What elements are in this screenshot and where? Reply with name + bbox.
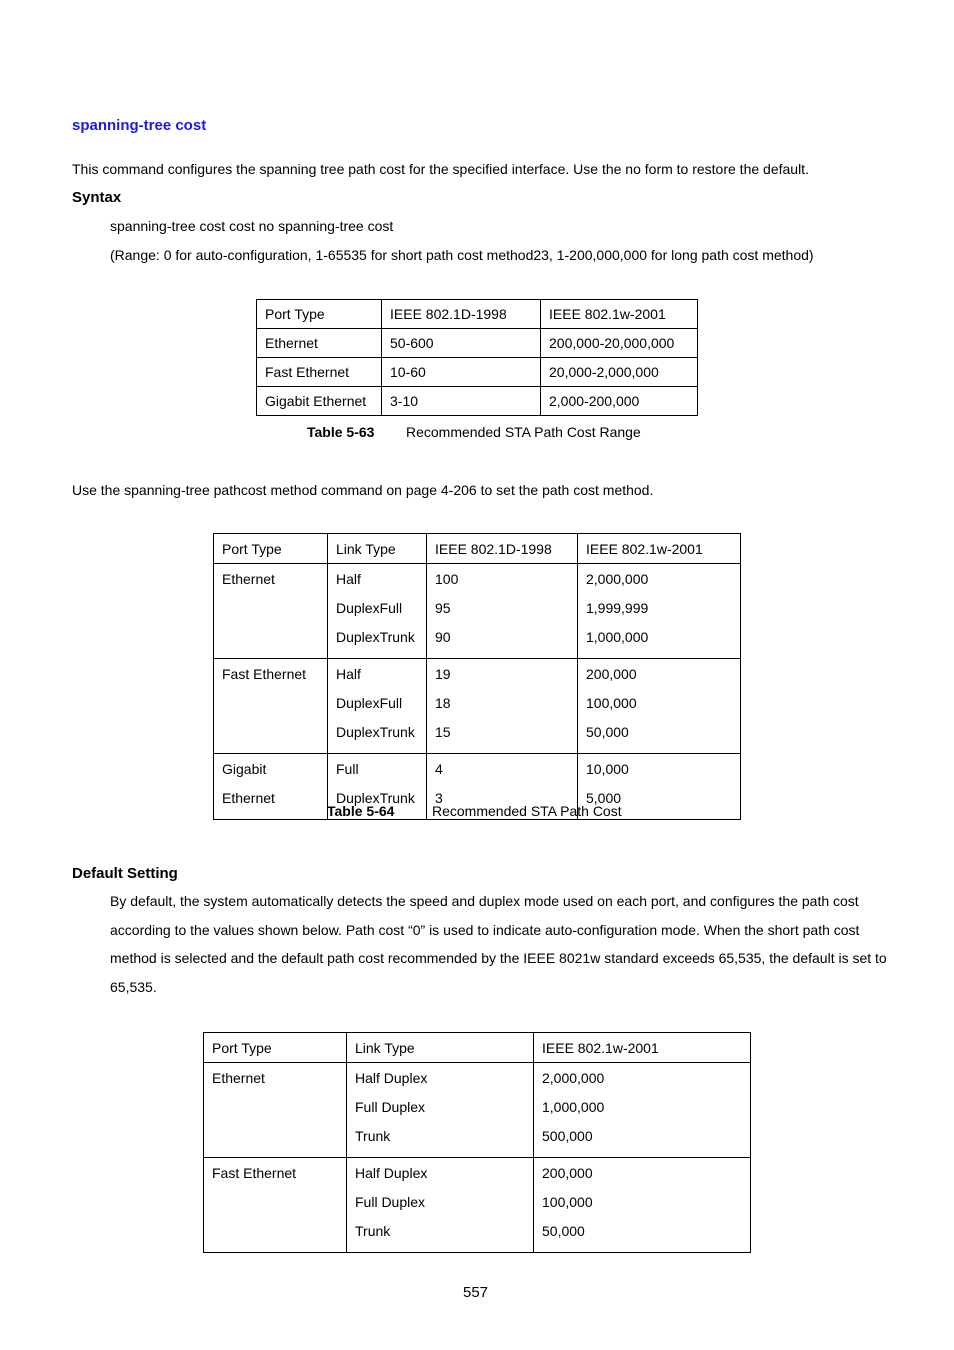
table-cell — [204, 1158, 347, 1253]
table-default-path-cost — [203, 1032, 751, 1253]
cell-line: DuplexFull — [336, 695, 403, 711]
cell-line: 19 — [435, 666, 451, 682]
table-cell: 3-10 — [382, 387, 541, 416]
cell-line: Half — [336, 571, 361, 587]
table-row — [257, 329, 698, 358]
cell-line: Full — [336, 761, 359, 777]
cell-line: 5,000 — [586, 790, 622, 806]
table-cell: 10-60 — [382, 358, 541, 387]
table-cell — [204, 1063, 347, 1158]
header-cell: Port Type — [214, 534, 328, 564]
table-cell — [578, 564, 741, 659]
table-caption — [307, 424, 641, 440]
table-cell — [578, 659, 741, 754]
table-row — [257, 358, 698, 387]
range-line: (Range: 0 for auto-configuration, 1-65535 for short path cost method23, 1-200,000,000 for long path cost method) — [110, 247, 814, 263]
table-cell — [214, 564, 328, 659]
header-cell: IEEE 802.1D-1998 — [427, 534, 578, 564]
table-cell: 20,000-2,000,000 — [541, 358, 698, 387]
table-cell: Fast Ethernet — [257, 358, 382, 387]
table-row — [214, 659, 741, 754]
cell-line: Half — [336, 666, 361, 682]
default-text: By default, the system automatically detects the speed and duplex mode used on each port, and configures the path cost according to the values shown below. Path cost “0” is used to indicate auto-configuration mode. When the short path cost method is selected and the default path cost recommended by the IEEE 8021w standard exceeds 65,535, the default is set to 65,535. — [110, 893, 887, 996]
table-cell: 2,000-200,000 — [541, 387, 698, 416]
table-row — [214, 564, 741, 659]
table-cell: Gigabit Ethernet — [257, 387, 382, 416]
header-cell: IEEE 802.1D-1998 — [382, 300, 541, 329]
cell-line: Trunk — [355, 1128, 391, 1144]
cell-line: 2,000,000 — [586, 571, 649, 587]
cell-line: 3 — [435, 790, 443, 806]
cell-line: DuplexTrunk — [336, 790, 415, 806]
header-cell: Link Type — [347, 1033, 534, 1063]
cell-line: 95 — [435, 600, 451, 616]
cell-line: Ethernet — [222, 571, 275, 587]
default-heading: Default Setting — [72, 865, 178, 882]
cell-line: Half Duplex — [355, 1165, 428, 1181]
table-header-row — [204, 1033, 751, 1063]
table-cell — [534, 1158, 751, 1253]
table-cell: Ethernet — [257, 329, 382, 358]
cell-line: 1,000,000 — [542, 1099, 605, 1115]
caption-label: Table 5-64 — [327, 803, 395, 819]
cell-line: DuplexTrunk — [336, 724, 415, 740]
table-header-row — [214, 534, 741, 564]
cell-line: 1,999,999 — [586, 600, 649, 616]
table-cell: 200,000-20,000,000 — [541, 329, 698, 358]
header-cell: IEEE 802.1w-2001 — [578, 534, 741, 564]
table-row — [204, 1063, 751, 1158]
cell-line: Fast Ethernet — [212, 1165, 297, 1181]
table-path-cost — [213, 533, 741, 820]
cell-line: 1,000,000 — [586, 629, 649, 645]
cell-line: Fast Ethernet — [222, 666, 307, 682]
cell-line: 2,000,000 — [542, 1070, 605, 1086]
intro-text: This command configures the spanning tree path cost for the specified interface. Use the no form to restore the default. — [72, 161, 809, 177]
caption-text: Recommended STA Path Cost Range — [406, 424, 641, 440]
cell-line: 100,000 — [586, 695, 637, 711]
cell-line: 4 — [435, 761, 443, 777]
cell-line: Ethernet — [212, 1070, 265, 1086]
cell-line: 100,000 — [542, 1194, 593, 1210]
cell-line: Half Duplex — [355, 1070, 428, 1086]
cell-line: Full Duplex — [355, 1194, 426, 1210]
cell-line: 200,000 — [586, 666, 637, 682]
table-caption — [327, 803, 622, 819]
table-cell: 50-600 — [382, 329, 541, 358]
table-row — [204, 1158, 751, 1253]
table-cell — [534, 1063, 751, 1158]
table-header-row — [257, 300, 698, 329]
table-cell — [328, 564, 427, 659]
syntax-heading: Syntax — [72, 189, 122, 206]
table-cell — [328, 659, 427, 754]
cell-line: DuplexFull — [336, 600, 403, 616]
header-cell: Link Type — [328, 534, 427, 564]
cell-line: 100 — [435, 571, 459, 587]
header-cell: Port Type — [257, 300, 382, 329]
header-cell: Port Type — [204, 1033, 347, 1063]
cell-line: 15 — [435, 724, 451, 740]
cell-line: 200,000 — [542, 1165, 593, 1181]
header-cell: IEEE 802.1w-2001 — [534, 1033, 751, 1063]
pathcost-note: Use the spanning-tree pathcost method command on page 4-206 to set the path cost method. — [72, 482, 654, 498]
cell-line: 10,000 — [586, 761, 629, 777]
cell-line: Gigabit — [222, 761, 267, 777]
cell-line: 500,000 — [542, 1128, 593, 1144]
syntax-line: spanning-tree cost cost no spanning-tree cost — [110, 218, 394, 234]
cell-line: Full Duplex — [355, 1099, 426, 1115]
table-cell — [347, 1158, 534, 1253]
section-title: spanning-tree cost — [72, 117, 207, 134]
cell-line: 50,000 — [542, 1223, 585, 1239]
cell-line: Ethernet — [222, 790, 275, 806]
header-cell: IEEE 802.1w-2001 — [541, 300, 698, 329]
page-number: 557 — [463, 1284, 489, 1301]
cell-line: Trunk — [355, 1223, 391, 1239]
cell-line: 18 — [435, 695, 451, 711]
table-cell — [427, 659, 578, 754]
table-cell — [347, 1063, 534, 1158]
table-cell — [214, 659, 328, 754]
table-row — [257, 387, 698, 416]
table-cell — [214, 754, 328, 820]
table-cell — [427, 564, 578, 659]
caption-text: Recommended STA Path Cost — [432, 803, 622, 819]
cell-line: 50,000 — [586, 724, 629, 740]
table-path-cost-range — [256, 299, 698, 416]
caption-label: Table 5-63 — [307, 424, 375, 440]
cell-line: 90 — [435, 629, 451, 645]
cell-line: DuplexTrunk — [336, 629, 415, 645]
